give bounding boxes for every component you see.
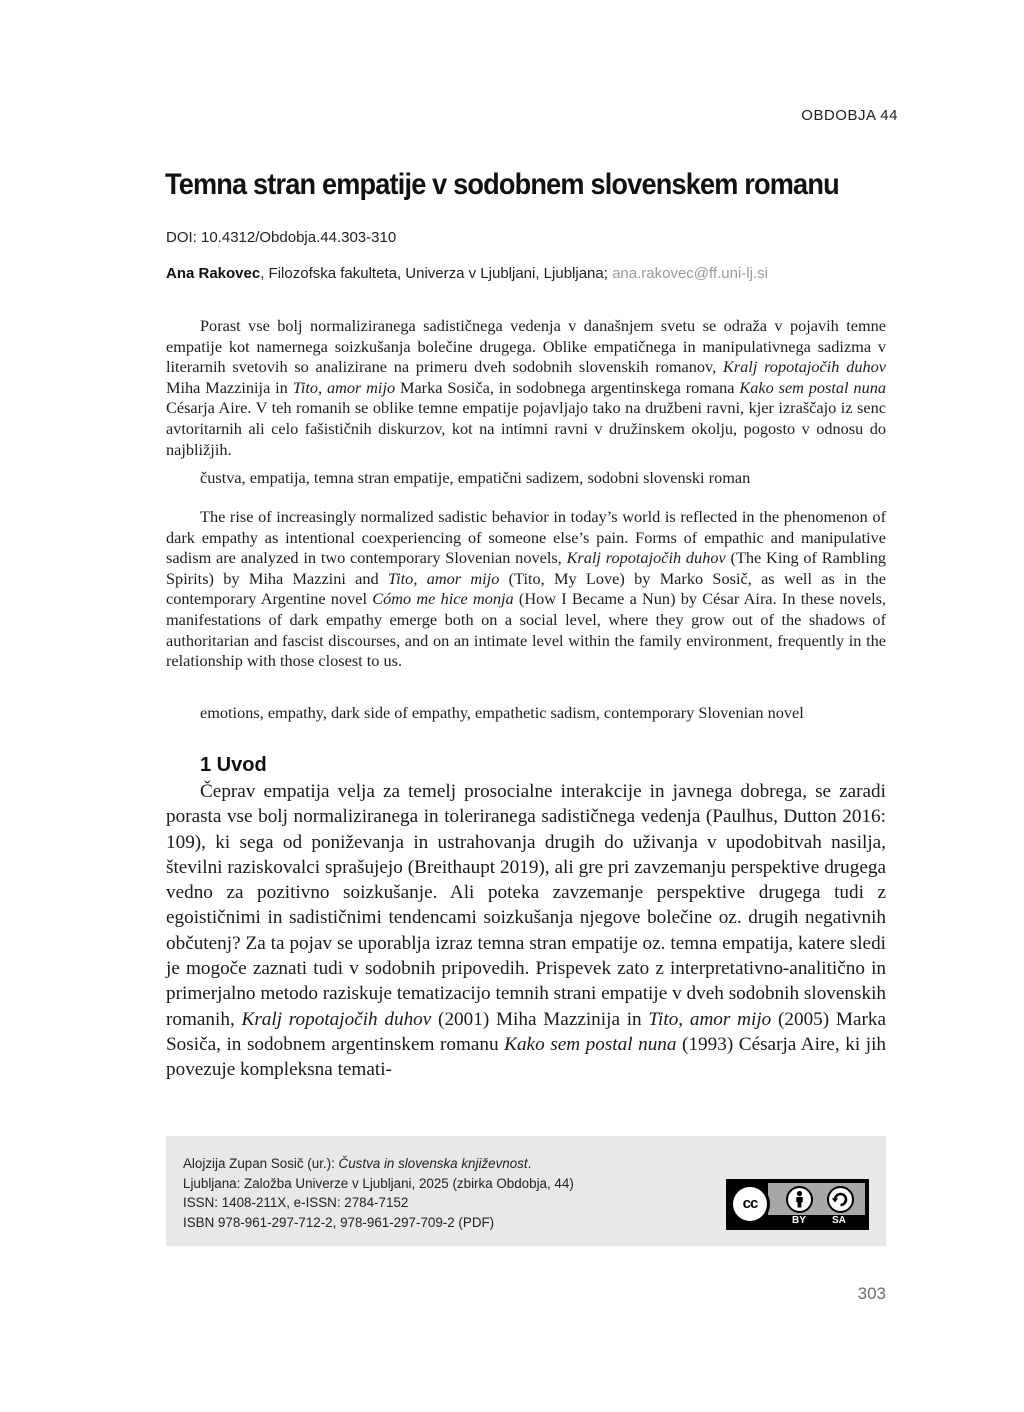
- publication-issn-line: ISSN: 1408-211X, e-ISSN: 2784-7152: [183, 1195, 409, 1211]
- doi: DOI: 10.4312/Obdobja.44.303-310: [166, 229, 397, 246]
- publication-publisher-line: Ljubljana: Založba Univerze v Ljubljani, 2025 (zbirka Obdobja, 44): [183, 1175, 574, 1191]
- sa-label: SA: [832, 1215, 846, 1226]
- attribution-icon: [786, 1186, 813, 1213]
- page-number: 303: [857, 1284, 886, 1303]
- running-head: OBDOBJA 44: [801, 107, 898, 124]
- author-name: Ana Rakovec: [166, 265, 261, 282]
- publication-isbn-line: ISBN 978-961-297-712-2, 978-961-297-709-2 (PDF): [183, 1214, 495, 1230]
- cc-by-sa-license-badge[interactable]: [726, 1179, 869, 1230]
- abstract-slovenian-paragraph: Porast vse bolj normaliziranega sadističnega vedenja v današnjem svetu se odraža v pojavih temne empatije kot namernega soizkušanja bolečine drugega. Oblike empatičnega in manipulativnega sadizma v literarnih svetovih so analizirane na primeru dveh sodobnih slovenskih romanov, Kralj ropotajočih duhov Miha Mazzinija in Tito, amor mijo Marka Sosiča, in sodobnega argentinskega romana Kako sem postal nuna Césarja Aire. V teh romanih se oblike temne empatije pojavljajo tako na družbeni ravni, kjer izraščajo iz senc avtoritarnih ali celo fašističnih diskurzov, kot na intimni ravni v družinskem okolju, pogosto v odnosu do najbližjih.: [166, 316, 886, 459]
- abstract-english: [166, 507, 886, 672]
- publication-info-box: [166, 1136, 886, 1246]
- body-paragraph: Čeprav empatija velja za temelj prosocialne interakcije in javnega dobrega, se zaradi porasta vse bolj normaliziranega in toleriranega sadističnega vedenja (Paulhus, Dutton 2016: 109), ki sega od poniževanja in ustrahovanja drugih do uživanja v upodobitvah nasilja, številni raziskovalci sprašujejo (Breithaupt 2019), ali gre pri zavzemanju perspektive drugega vedno za pozitivno soizkušanje. Ali poteka zavzemanje perspektive drugega tudi z egoističnimi in sadističnimi tendencami soizkušanja njegove bolečine oz. drugih negativnih občutenj? Za ta pojav se uporablja izraz temna stran empatije oz. temna empatija, katere sledi je mogoče zaznati tudi v sodobnih pripovedih. Prispevek zato z interpretativno-analitično in primerjalno metodo raziskuje tematizacijo temnih strani empatije v dveh sodobnih slovenskih romanih, Kralj ropotajočih duhov (2001) Miha Mazzinija in Tito, amor mijo (2005) Marka Sosiča, in sodobnem argentinskem romanu Kako sem postal nuna (1993) Césarja Aire, ki jih povezuje kompleksna temati-: [166, 781, 887, 1081]
- author-email[interactable]: ana.rakovec@ff.uni-lj.si: [612, 265, 768, 282]
- keywords-slovenian: čustva, empatija, temna stran empatije, empatični sadizem, sodobni slovenski roman: [200, 468, 751, 487]
- abstract-english-paragraph: The rise of increasingly normalized sadistic behavior in today’s world is reflected in the phenomenon of dark empathy as intentional coexperiencing of someone else’s pain. Forms of empathic and manipulative sadism are analyzed in two contemporary Slovenian novels, Kralj ropotajočih duhov (The King of Rambling Spirits) by Miha Mazzini and Tito, amor mijo (Tito, My Love) by Marko Sosič, as well as in the contemporary Argentine novel Cómo me hice monja (How I Became a Nun) by César Aira. In these novels, manifestations of dark empathy emerge both on a social level, where they grow out of the shadows of authoritarian and fascist discourses, and on an intimate level within the family environment, frequently in the relationship with those closest to us.: [166, 507, 887, 671]
- publication-editor-line: Alojzija Zupan Sosič (ur.): Čustva in slovenska književnost.: [183, 1156, 532, 1171]
- by-label: BY: [792, 1215, 806, 1226]
- author-line: [166, 265, 906, 282]
- author-affiliation: , Filozofska fakulteta, Univerza v Ljubljani, Ljubljana;: [260, 265, 613, 282]
- keywords-english: emotions, empathy, dark side of empathy, empathetic sadism, contemporary Slovenian novel: [200, 703, 804, 722]
- publication-info: [183, 1154, 574, 1232]
- body-text: [166, 779, 886, 1083]
- abstract-slovenian: [166, 316, 886, 460]
- cc-icon: cc: [730, 1184, 770, 1224]
- article-title: Temna stran empatije v sodobnem slovenskem romanu: [165, 168, 839, 201]
- share-alike-icon: [827, 1186, 854, 1213]
- section-heading: 1 Uvod: [200, 754, 267, 776]
